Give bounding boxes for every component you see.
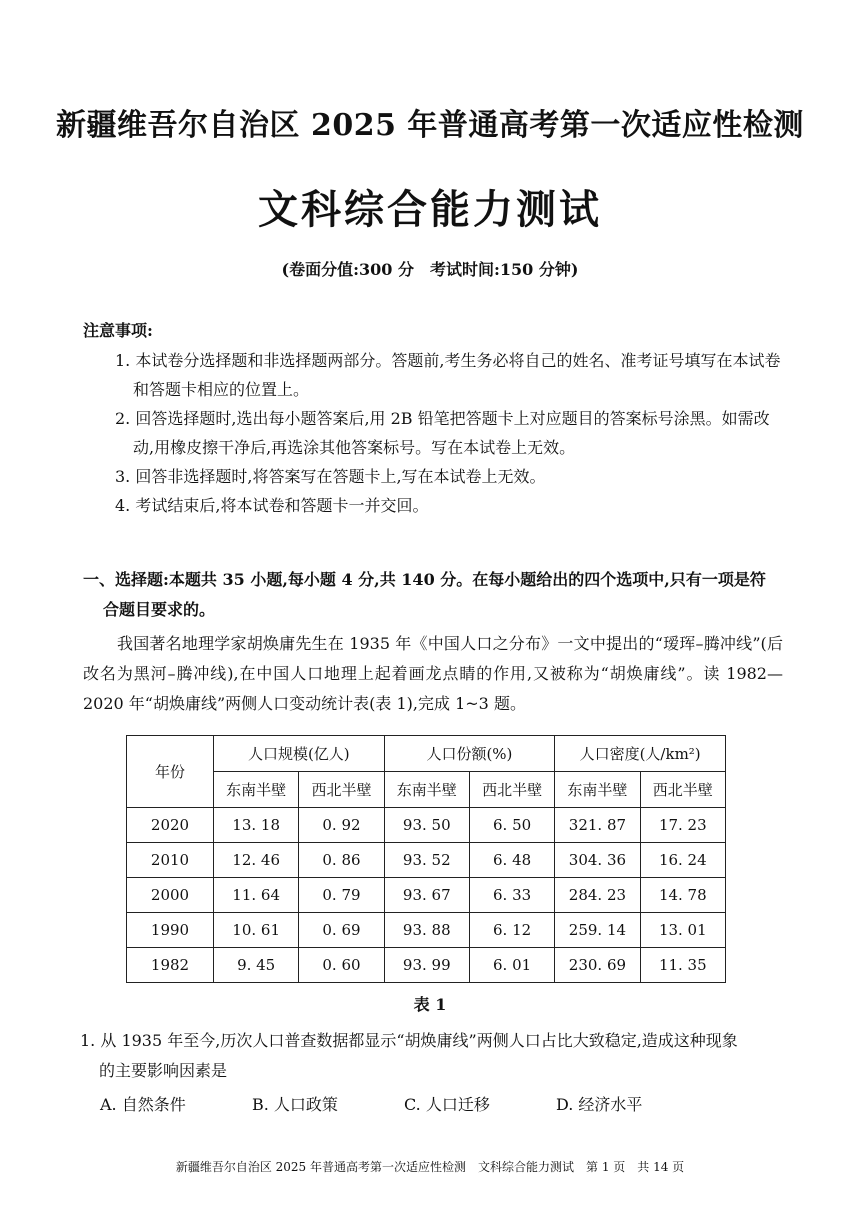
group-header-population-density: 人口密度(人/km²) (555, 736, 726, 772)
table-cell: 93. 88 (384, 913, 469, 948)
table-cell: 9. 45 (214, 948, 299, 983)
option-d: D. 经济水平 (556, 1095, 643, 1114)
table-cell: 230. 69 (555, 948, 640, 983)
section-heading-line1: 一、选择题:本题共 35 小题,每小题 4 分,共 140 分。在每小题给出的四个选项中,只有一项是符 (83, 570, 766, 589)
question-1-stem (80, 1026, 785, 1086)
table-cell: 259. 14 (555, 913, 640, 948)
population-table (126, 735, 726, 983)
sub-header: 西北半壁 (469, 772, 554, 808)
table-cell: 6. 48 (469, 843, 554, 878)
table-cell: 13. 18 (214, 808, 299, 843)
notice-item: 2. 回答选择题时,选出每小题答案后,用 2B 铅笔把答题卡上对应题目的答案标号涂黑。如需改动,用橡皮擦干净后,再选涂其他答案标号。写在本试卷上无效。 (115, 409, 770, 457)
table-cell: 93. 67 (384, 878, 469, 913)
table-row (127, 878, 726, 913)
year-cell: 2020 (127, 808, 214, 843)
table-header-row (127, 736, 726, 772)
year-cell: 1982 (127, 948, 214, 983)
table-cell: 6. 01 (469, 948, 554, 983)
group-header-population-size: 人口规模(亿人) (214, 736, 385, 772)
question-1-options (100, 1092, 740, 1115)
table-cell: 321. 87 (555, 808, 640, 843)
option-a: A. 自然条件 (100, 1095, 186, 1114)
year-column-header: 年份 (127, 736, 214, 808)
sub-header: 东南半壁 (555, 772, 640, 808)
section-heading (83, 565, 783, 625)
table-subheader-row (127, 772, 726, 808)
table-cell: 0. 86 (299, 843, 384, 878)
sub-header: 东南半壁 (214, 772, 299, 808)
notice-item: 4. 考试结束后,将本试卷和答题卡一并交回。 (115, 496, 429, 515)
table-cell: 0. 60 (299, 948, 384, 983)
section-heading-line2: 合题目要求的。 (103, 600, 216, 619)
table-caption: 表 1 (413, 995, 447, 1014)
table-cell: 93. 50 (384, 808, 469, 843)
table-cell: 11. 64 (214, 878, 299, 913)
table-cell: 16. 24 (640, 843, 725, 878)
table-cell: 304. 36 (555, 843, 640, 878)
table-row (127, 808, 726, 843)
subject-title: 文科综合能力测试 (258, 186, 602, 233)
year-cell: 2010 (127, 843, 214, 878)
question-1-stem-line1: 1. 从 1935 年至今,历次人口普查数据都显示“胡焕庸线”两侧人口占比大致稳定,造成这种现象 (80, 1031, 738, 1050)
table-cell: 6. 12 (469, 913, 554, 948)
option-b: B. 人口政策 (252, 1095, 338, 1114)
sub-header: 西北半壁 (640, 772, 725, 808)
table-row (127, 843, 726, 878)
table-cell: 11. 35 (640, 948, 725, 983)
table-row (127, 913, 726, 948)
passage-intro: 我国著名地理学家胡焕庸先生在 1935 年《中国人口之分布》一文中提出的“瑷珲–腾冲线”(后改名为黑河–腾冲线),在中国人口地理上起着画龙点睛的作用,又被称为“胡焕庸线”。读 1982—2020 年“胡焕庸线”两侧人口变动统计表(表 1),完成 1~3 题。 (83, 634, 783, 713)
table-cell: 284. 23 (555, 878, 640, 913)
table-cell: 0. 69 (299, 913, 384, 948)
question-1-stem-line2: 的主要影响因素是 (99, 1061, 228, 1080)
sub-header: 西北半壁 (299, 772, 384, 808)
year-cell: 1990 (127, 913, 214, 948)
table-cell: 13. 01 (640, 913, 725, 948)
table-cell: 10. 61 (214, 913, 299, 948)
table-cell: 93. 99 (384, 948, 469, 983)
page-footer: 新疆维吾尔自治区 2025 年普通高考第一次适应性检测 文科综合能力测试 第 1 页 共 14 页 (175, 1160, 685, 1174)
table-cell: 93. 52 (384, 843, 469, 878)
table-cell: 0. 79 (299, 878, 384, 913)
group-header-population-share: 人口份额(%) (384, 736, 555, 772)
table-cell: 0. 92 (299, 808, 384, 843)
option-c: C. 人口迁移 (404, 1095, 490, 1114)
table-cell: 6. 33 (469, 878, 554, 913)
table-cell: 12. 46 (214, 843, 299, 878)
table-row (127, 948, 726, 983)
year-cell: 2000 (127, 878, 214, 913)
notice-list (115, 346, 785, 520)
exam-info: (卷面分值:300 分 考试时间:150 分钟) (281, 260, 579, 279)
table-cell: 6. 50 (469, 808, 554, 843)
exam-title: 新疆维吾尔自治区 2025 年普通高考第一次适应性检测 (56, 108, 804, 143)
sub-header: 东南半壁 (384, 772, 469, 808)
table-cell: 14. 78 (640, 878, 725, 913)
notice-item: 1. 本试卷分选择题和非选择题两部分。答题前,考生务必将自己的姓名、准考证号填写在本试卷和答题卡相应的位置上。 (115, 351, 781, 399)
notice-heading: 注意事项: (83, 321, 153, 340)
notice-item: 3. 回答非选择题时,将答案写在答题卡上,写在本试卷上无效。 (115, 467, 546, 486)
table-cell: 17. 23 (640, 808, 725, 843)
